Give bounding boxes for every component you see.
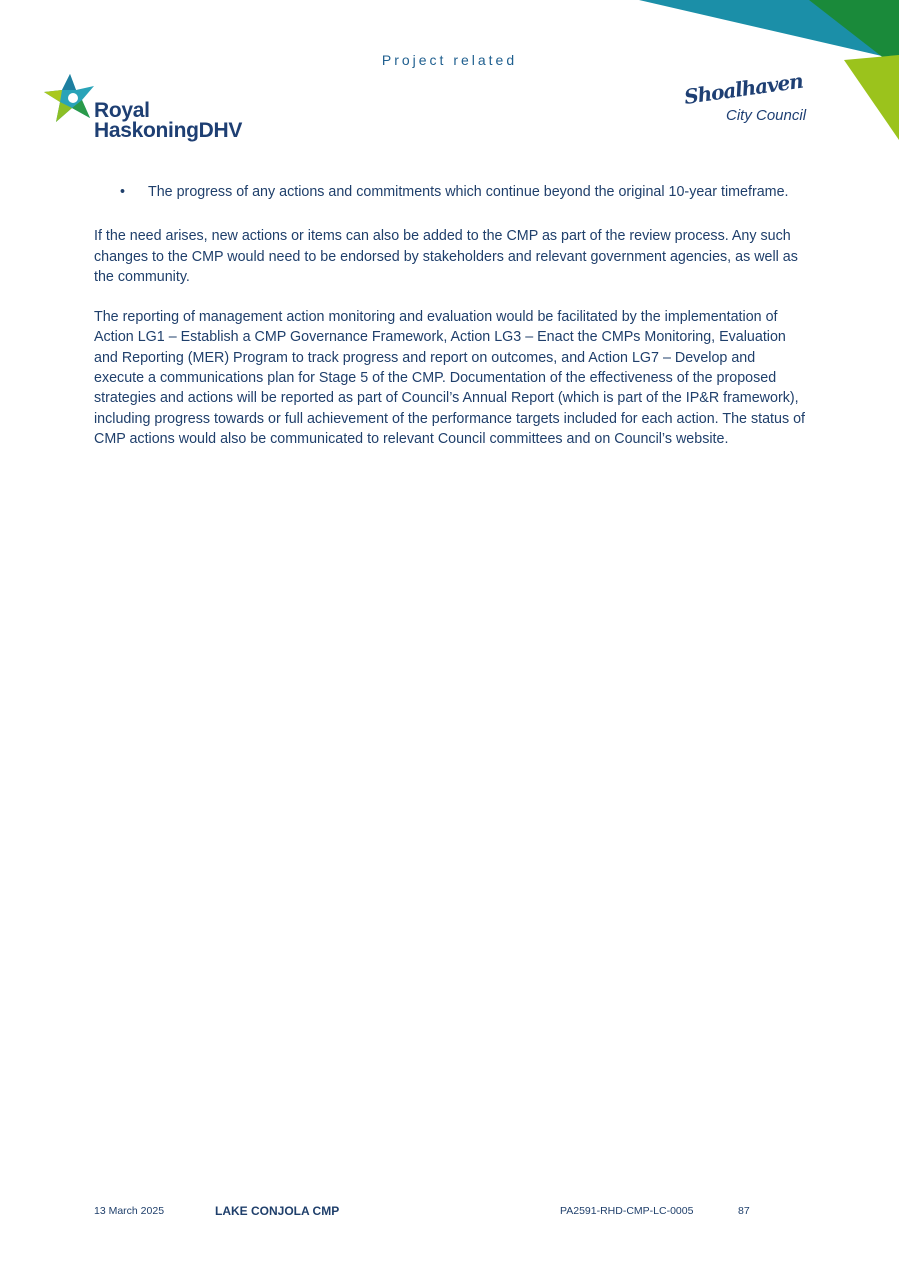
star-logo-icon: [40, 70, 102, 128]
footer-doc-code: PA2591-RHD-CMP-LC-0005: [560, 1205, 694, 1217]
footer-title: LAKE CONJOLA CMP: [215, 1204, 340, 1218]
page-number: 87: [738, 1205, 750, 1217]
paragraph: If the need arises, new actions or items can also be added to the CMP as part of the review process. Any such changes to the CMP would need to be endorsed by stakeholders and relevant government agencies, as well as the community.: [94, 228, 798, 285]
paragraph: The reporting of management action monitoring and evaluation would be facilitated by the implementation of Action LG1 – Establish a CMP Governance Framework, Action LG3 – Enact the CMPs Monitoring, Evaluation and Reporting (MER) Program to track progress and report on outcomes, and Action LG7 – Develop and execute a communications plan for Stage 5 of the CMP. Documentation of the effectiveness of the proposed strategies and actions will be reported as part of Council’s Annual Report (which is part of the IP&R framework), including progress towards or full achievement of the performance targets included for each action. The status of CMP actions would also be communicated to relevant Council committees and on Council’s website.: [94, 309, 805, 447]
document-body: [94, 182, 809, 469]
bullet-item: • The progress of any actions and commitments which continue beyond the original 10-year timeframe.: [94, 182, 809, 202]
royal-haskoningdhv-wordmark: Royal HaskoningDHV: [94, 99, 243, 142]
shoalhaven-logo: [682, 68, 821, 135]
city-council-label: City Council: [726, 107, 807, 124]
shoalhaven-wordmark: Shoalhaven: [682, 68, 805, 109]
bullet-icon: •: [120, 184, 126, 200]
royal-haskoningdhv-logo: [40, 70, 260, 150]
page-footer: [0, 1205, 899, 1221]
footer-date: 13 March 2025: [94, 1205, 165, 1217]
classification-label: Project related: [381, 52, 518, 68]
